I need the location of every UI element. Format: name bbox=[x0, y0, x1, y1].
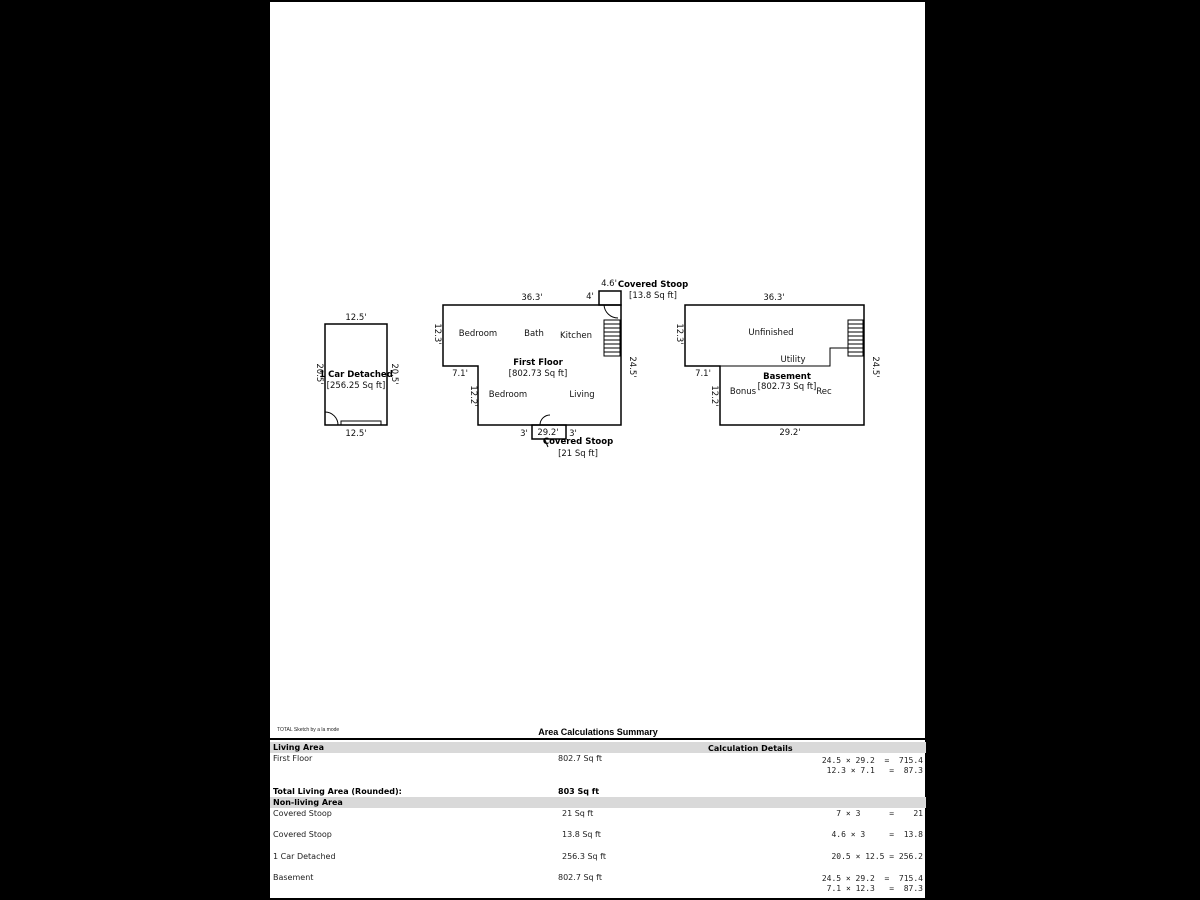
basement-left-lower-dim: 12.2' bbox=[709, 385, 719, 407]
first-floor-stair-door bbox=[604, 305, 618, 318]
row-name: Covered Stoop bbox=[273, 830, 332, 839]
room-kitchen: Kitchen bbox=[560, 331, 592, 341]
living-area-band bbox=[270, 742, 926, 753]
row-name: Covered Stoop bbox=[273, 809, 332, 818]
total-living-value: 803 Sq ft bbox=[558, 787, 600, 796]
garage-right-dim: 20.5' bbox=[389, 363, 399, 385]
room-bedroom-2: Bedroom bbox=[488, 390, 528, 400]
row-calc-line: 24.5 × 29.2 = 715.4 bbox=[821, 874, 923, 883]
basement-outline bbox=[685, 305, 864, 425]
first-floor-stairs bbox=[604, 320, 620, 356]
first-floor-name: First Floor bbox=[513, 358, 563, 368]
first-floor-step-dim: 7.1' bbox=[452, 369, 468, 379]
row-area: 802.7 Sq ft bbox=[558, 754, 602, 763]
bottom-stoop-name: Covered Stoop bbox=[542, 437, 614, 447]
basement-name: Basement bbox=[763, 372, 811, 382]
room-rec: Rec bbox=[816, 387, 832, 397]
row-calc-line: 7.1 × 12.3 = 87.3 bbox=[826, 884, 923, 893]
first-floor-notch-dim: 4' bbox=[586, 292, 594, 302]
first-floor-area: [802.73 Sq ft] bbox=[508, 369, 568, 379]
row-name: First Floor bbox=[273, 754, 313, 763]
calculation-details-header: Calculation Details bbox=[708, 744, 793, 753]
room-bath: Bath bbox=[524, 329, 544, 339]
garage-entry-door bbox=[325, 412, 338, 425]
non-living-band bbox=[270, 797, 926, 808]
row-calc-line: 4.6 × 3 = 13.8 bbox=[831, 830, 923, 839]
total-living-label: Total Living Area (Rounded): bbox=[273, 787, 402, 796]
top-stoop-name: Covered Stoop bbox=[617, 280, 689, 290]
summary-title: Area Calculations Summary bbox=[538, 727, 658, 737]
non-living-header: Non-living Area bbox=[273, 798, 343, 807]
area-calculations-summary bbox=[270, 738, 926, 900]
first-floor-bottom-dim: 29.2' bbox=[537, 428, 559, 438]
row-area: 256.3 Sq ft bbox=[562, 852, 606, 861]
room-unfinished: Unfinished bbox=[748, 328, 794, 338]
row-name: 1 Car Detached bbox=[273, 852, 336, 861]
basement-area: [802.73 Sq ft] bbox=[757, 382, 817, 392]
row-calc-line: 24.5 × 29.2 = 715.4 bbox=[821, 756, 923, 765]
basement-left-upper-dim: 12.3' bbox=[674, 323, 684, 345]
top-stoop-outline bbox=[599, 291, 621, 305]
garage-top-dim: 12.5' bbox=[345, 313, 367, 323]
top-stoop-area: [13.8 Sq ft] bbox=[629, 291, 677, 301]
garage-left-dim: 20.5' bbox=[314, 363, 324, 385]
first-floor-right-dim: 24.5' bbox=[627, 356, 637, 378]
first-floor-front-door bbox=[540, 415, 550, 425]
basement-stairs bbox=[848, 320, 863, 356]
bottom-stoop-left-dim: 3' bbox=[520, 429, 528, 439]
sketch-credit: TOTAL Sketch by a la mode bbox=[277, 727, 340, 733]
room-living: Living bbox=[569, 390, 595, 400]
row-name: Basement bbox=[273, 873, 314, 882]
row-calc-line: 20.5 × 12.5 = 256.2 bbox=[831, 852, 923, 861]
living-area-header: Living Area bbox=[273, 743, 324, 752]
first-floor-top-dim: 36.3' bbox=[521, 293, 543, 303]
row-area: 13.8 Sq ft bbox=[562, 830, 601, 839]
garage-bottom-dim: 12.5' bbox=[345, 429, 367, 439]
row-calc-line: 7 × 3 = 21 bbox=[836, 809, 923, 818]
room-bonus: Bonus bbox=[729, 387, 757, 397]
row-calc-line: 12.3 × 7.1 = 87.3 bbox=[826, 766, 923, 775]
basement-right-dim: 24.5' bbox=[870, 356, 880, 378]
row-area: 21 Sq ft bbox=[562, 809, 594, 818]
basement-step-dim: 7.1' bbox=[695, 369, 711, 379]
room-utility: Utility bbox=[780, 355, 806, 365]
first-floor-left-lower-dim: 12.2' bbox=[468, 385, 478, 407]
row-area: 802.7 Sq ft bbox=[558, 873, 602, 882]
bottom-stoop-right-dim: 3' bbox=[569, 429, 577, 439]
garage-area: [256.25 Sq ft] bbox=[326, 381, 386, 391]
top-stoop-width-dim: 4.6' bbox=[601, 279, 617, 289]
bottom-stoop-area: [21 Sq ft] bbox=[558, 449, 598, 459]
garage-name: 1 Car Detached bbox=[319, 370, 393, 380]
basement-bottom-dim: 29.2' bbox=[779, 428, 801, 438]
first-floor-left-upper-dim: 12.3' bbox=[432, 323, 442, 345]
room-bedroom-1: Bedroom bbox=[458, 329, 498, 339]
basement-top-dim: 36.3' bbox=[763, 293, 785, 303]
